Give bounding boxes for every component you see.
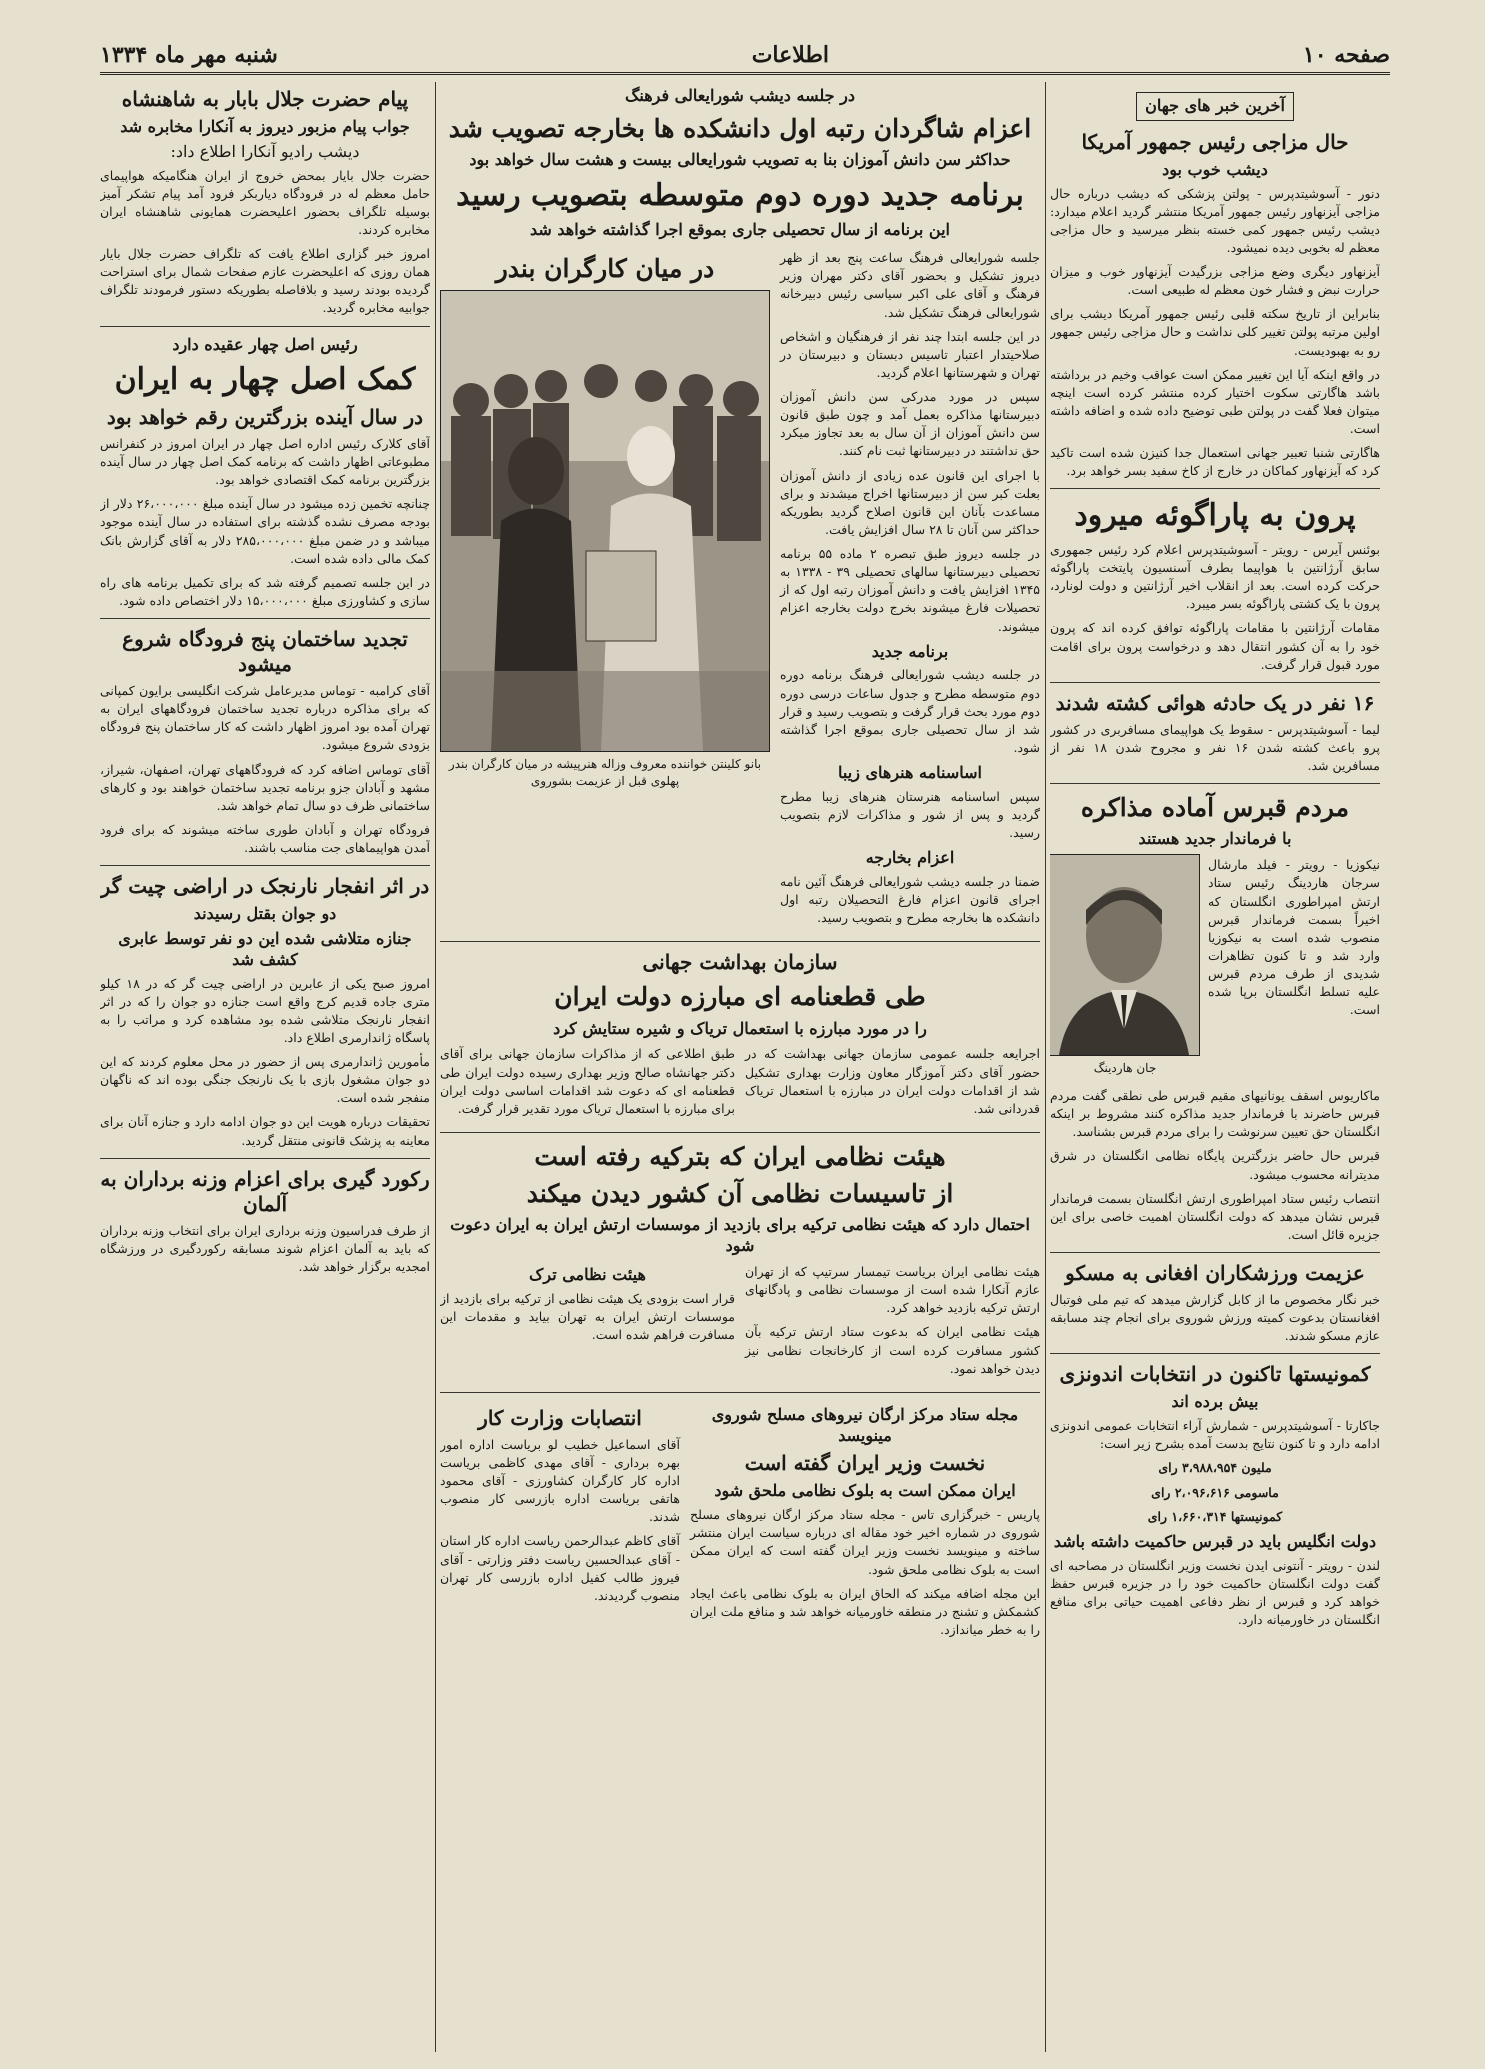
who-subhead: را در مورد مبارزه با استعمال تریاک و شیره ستایش کرد: [553, 1018, 927, 1038]
turkey-headline-1: هیئت نظامی ایران که بترکیه رفته است: [534, 1141, 946, 1171]
paper-name: اطلاعات: [751, 42, 830, 68]
point-four-paragraph: در این جلسه تصمیم گرفته شد که برای تکمیل برنامه های راه سازی و کشاورزی مبلغ ۱۵،۰۰۰،۰۰۰ دلار اختصاص داده شود.: [100, 574, 430, 608]
indonesia-headline: کمونیستها تاکنون در انتخابات اندونزی: [1059, 1362, 1371, 1387]
point-four-paragraph: چنانچه تخمین زده میشود در سال آینده مبلغ ۲۶،۰۰۰،۰۰۰ دلار از بودجه مصرف نشده گذشته برای استفاده در سال آینده موجود میباشد و در ضمن مبلغ ۲۸۵،۰۰۰،۰۰۰ دلار به آقای گزارش بانک کمک مالی داده شده است.: [100, 496, 430, 566]
masthead: [100, 38, 1390, 75]
who-paragraph: اجرایعه جلسه عمومی سازمان جهانی بهداشت که در حضور آقای دکتر آموزگار معاون وزارت بهداری تشکیل شد از اقدامات دولت ایران در مبارزه با استعمال تریاک قدردانی شد.: [745, 1046, 1040, 1116]
council-subhead: حداکثر سن دانش آموزان بنا به تصویب شورایعالی بیست و هشت سال خواهد بود: [469, 150, 1011, 170]
council-paragraph: با اجرای این قانون عده زیادی از دانش آموزان بعلت کبر سن از دبیرستانها اخراج میشدند و برای مساعدت بآنان این قانون اصلاح گردید بطوریکه حداکثر سن آنان تا ۲۸ سال افزایش یافت.: [780, 467, 1040, 537]
bayar-paragraph: حضرت جلال بایار بمحض خروج از ایران هنگامیکه هواپیمای حامل معظم له در فرودگاه دیاربکر فرود آمد پیام تشکر آمیز بوسیله تلگراف بحضور اعلیحضرت همایونی شاهنشاه ایران مخابره کردند.: [100, 167, 430, 237]
airport-paragraph: آقای توماس اضافه کرد که فرودگاههای تهران، اصفهان، شیراز، مشهد و آبادان جزو برنامه تجدید ساختمان خواهند بود و کارهای ساختمانی ظرف دو سال تمام خواهد شد.: [100, 761, 430, 813]
council-headline: اعزام شاگردان رتبه اول دانشکده ها بخارجه تصویب شد: [448, 113, 1032, 143]
council-paragraph: در این جلسه ابتدا چند نفر از فرهنگیان و اشخاص صلاحیتدار اعتبار تاسیس دبستان و دبیرستان در تهران و شهرستانها اعلام گردید.: [780, 328, 1040, 380]
program-subheading: برنامه جدید: [871, 641, 949, 661]
indonesia-subhead: بیش برده اند: [1171, 1392, 1259, 1412]
column-rule-left: [435, 82, 436, 2052]
council-paragraph: جلسه شورایعالی فرهنگ ساعت پنج بعد از ظهر دیروز تشکیل و بحضور آقای دکتر مهران وزیر فرهنگ و آقای علی اکبر سیاسی رئیس دبیرخانه شورایعالی فرهنگ تشکیل شد.: [780, 250, 1040, 320]
turkey-paragraph: هیئت نظامی ایران که بدعوت ستاد ارتش ترکیه بآن کشور مسافرت کرده است از کارخانجات نظامی نیز دیدن خواهد نمود.: [745, 1324, 1040, 1376]
art-subheading: اساسنامه هنرهای زیبا: [838, 763, 982, 783]
program-headline: برنامه جدید دوره دوم متوسطه بتصویب رسید: [456, 177, 1024, 213]
port-workers-photo-title: در میان کارگران بندر: [495, 254, 715, 284]
wrestlers-paragraph: خبر نگار مخصوص ما از کابل گزارش میدهد که تیم ملی فوتبال افغانستان بدعوت کمیته ورزش شوروی برای انجام چند مسابقه عازم مسکو شدند.: [1050, 1292, 1380, 1344]
grenade-subhead: دو جوان بقتل رسیدند: [193, 904, 337, 924]
eisenhower-headline: حال مزاجی رئیس جمهور آمریکا: [1081, 129, 1349, 154]
point-four-kicker: رئیس اصل چهار عقیده دارد: [172, 334, 358, 354]
council-kicker: در جلسه دیشب شورایعالی فرهنگ: [625, 86, 855, 105]
who-paragraph: طبق اطلاعی که از مذاکرات سازمان جهانی برای آقای دکتر جهانشاه صالح وزیر بهداری رسیده دولت ایران طی قطعنامه ای که دعوت شد اقدامات اساسی دولت ایران برای مبارزه با استعمال تریاک مورد تقدیر قرار گرفت.: [440, 1046, 735, 1116]
turkey-headline-2: از تاسیسات نظامی آن کشور دیدن میکند: [526, 1179, 954, 1209]
peron-paragraph: بوئنس آیرس - رویتر - آسوشیتدپرس اعلام کرد رئیس جمهوری سابق آرژانتین با هواپیما بطرف آسنسیون پایتخت پاراگوئه حرکت کرده است. بعد از انقلاب اخیر آرژانتین و دولت لونارد، پرون با یک کشتی پاراگوئه بسر میبرد.: [1050, 541, 1380, 612]
turkey-subhead: احتمال دارد که هیئت نظامی ترکیه برای بازدید از موسسات ارتش ایران به ایران دعوت شود: [450, 1215, 1030, 1256]
soviet-headline: نخست وزیر ایران گفته است: [744, 1451, 986, 1476]
point-four-headline: کمک اصل چهار به ایران: [114, 362, 416, 398]
soviet-paragraph: این مجله اضافه میکند که الحاق ایران به بلوک نظامی باعث ایجاد کشمکش و تشنج در منطقه خاورمیانه خواهد شد و منافع ملت ایران را به خطر میاندازد.: [690, 1585, 1040, 1637]
grenade-paragraph: تحقیقات درباره هویت این دو جوان ادامه دارد و جنازه آنان برای معاینه به پزشک قانونی منتقل گردید.: [100, 1114, 430, 1148]
crash-headline: ۱۶ نفر در یک حادثه هوائی کشته شدند: [1055, 690, 1375, 715]
council-paragraph: سپس در مورد مدرکی سن دانش آموزان دبیرستانها مذاکره بعمل آمد و چون طبق قانون سن دانش آموزان از آن سال به بعد تجاوز میکرد حق نداشتند در دبیرستانها ثبت نام کنند.: [780, 389, 1040, 459]
bayar-paragraph: امروز خبر گزاری اطلاع یافت که تلگراف حضرت جلال بایار همان روزی که اعلیحضرت عازم صفحات شمال برای استراحت گردیده بودند رسید و بلافاصله بطوریکه دستور فرمودند تلگراف جوابیه مخابره گردید.: [100, 246, 430, 316]
program-subhead: این برنامه از سال تحصیلی جاری بموقع اجرا گذاشته خواهد شد: [529, 220, 950, 240]
cyprus-sovereignty-headline: دولت انگلیس باید در قبرس حاکمیت داشته باشد: [1053, 1531, 1377, 1551]
soviet-subhead: ایران ممکن است به بلوک نظامی ملحق شود: [714, 1481, 1016, 1501]
labor-appointments-paragraph: آقای اسماعیل خطیب لو بریاست اداره امور بهره برداری - آقای مهدی کاظمی بریاست اداره کار کارگران کشاورزی - آقای محمود هاتفی بریاست اداره بازرسی کار منصوب شدند.: [440, 1436, 680, 1525]
issue-date: شنبه مهر ماه ۱۳۳۴: [100, 42, 278, 68]
middle-column: [440, 82, 1040, 2052]
grenade-paragraph: مأمورین ژاندارمری پس از حضور در محل معلوم کردند که این دو جوان مشغول بازی با یک نارنجک جنگی بوده اند که ناگهان منفجر شده است.: [100, 1054, 430, 1106]
crash-paragraph: لیما - آسوشیتدپرس - سقوط یک هواپیمای مسافربری در کشور پرو باعث کشته شدن ۱۶ نفر و مجروح شدن ۱۸ نفر از مسافرین شد.: [1050, 721, 1380, 774]
bayar-kicker: دیشب رادیو آنکارا اطلاع داد:: [170, 141, 360, 161]
who-kicker: سازمان بهداشت جهانی: [642, 950, 838, 975]
page-number: صفحه ۱۰: [1302, 42, 1390, 68]
column-rule-right: [1045, 82, 1046, 2052]
grenade-subhead-2: جنازه متلاشی شده این دو نفر توسط عابری کشف شد: [118, 928, 412, 969]
cyprus-paragraph: ماکاریوس اسقف یونانیهای مقیم قبرس طی نطقی گفت مردم قبرس حاضرند با فرماندار جدید مذاکره کنند مشروط بر اینکه انگلستان حق تعیین سرنوشت را برای مردم قبرس بشناسد.: [1050, 1088, 1380, 1140]
port-workers-photo-caption: بانو کلینتن خواننده معروف وزاله هنرپیشه در میان کارگران بندر پهلوی قبل از عزیمت بشوروی: [448, 757, 762, 789]
turkey-paragraph: قرار است بزودی یک هیئت نظامی از ترکیه برای بازدید از موسسات ارتش ایران به تهران بیاید و مقدمات این مسافرت فراهم شده است.: [440, 1290, 735, 1343]
right-column: [1050, 82, 1380, 2052]
cyprus-paragraph: قبرس حال حاضر بزرگترین پایگاه نظامی انگلستان در شرق مدیترانه محسوب میشود.: [1050, 1148, 1380, 1182]
grenade-headline: در اثر انفجار نارنجک در اراضی چیت گر: [100, 874, 430, 899]
labor-appointments-paragraph: آقای کاظم عبدالرحمن ریاست اداره کار استان - آقای عبدالحسین ریاست دفتر وزارتی - آقای فیروز طالب کفیل اداره بازرسی کار تهران منصوب گردیدند.: [440, 1533, 680, 1603]
grenade-paragraph: امروز صبح یکی از عابرین در اراضی چیت گر که در ۱۸ کیلو متری جاده قدیم کرج واقع است جنازه دو جوان را که در اثر انفجار نارنجک متلاشی شده بود مشاهده کرد و مراتب را به پاسگاه ژاندارمری اطلاع داد.: [100, 975, 430, 1045]
indonesia-result: ماسومی ۲،۰۹۶،۶۱۶ رای: [1151, 1484, 1279, 1500]
airport-paragraph: فرودگاه تهران و آبادان طوری ساخته میشوند که برای فرود آمدن هواپیماهای جت مناسب باشند.: [100, 821, 430, 856]
weightlifting-paragraph: از طرف فدراسیون وزنه برداری ایران برای انتخاب وزنه برداران که باید به آلمان اعزام شوند مسابقه رکوردگیری در ورزشگاه امجدیه برگزار خواهد شد.: [100, 1222, 430, 1274]
cyprus-paragraph: نیکوزیا - رویتر - فیلد مارشال سرجان هاردینگ رئیس ستاد ارتش امپراطوری انگلستان که اخیراً بسمت فرماندار قبرس منصوب شده است به نیکوزیا وارد شد و تا کنون تظاهرات شدیدی از طرف مردم قبرس علیه تسلط انگلستان برپا شده است.: [1208, 857, 1380, 1018]
world-news-box-title: آخرین خبر های جهان: [1136, 92, 1294, 121]
weightlifting-headline: رکورد گیری برای اعزام وزنه برداران به آلمان: [100, 1166, 430, 1216]
who-headline: طی قطعنامه ای مبارزه دولت ایران: [554, 982, 926, 1012]
program-paragraph: در جلسه دیشب شورایعالی فرهنگ برنامه دوره دوم متوسطه مطرح و جدول ساعات درسی دوره دوم مورد بحث قرار گرفت و بتصویب رسید و قرار شد از سال تحصیلی جاری بموقع اجرا گذاشته شود.: [780, 667, 1040, 755]
art-paragraph: سپس اساسنامه هنرستان هنرهای زیبا مطرح گردید و پس از شور و مذاکرات لازم بتصویب رسید.: [780, 788, 1040, 841]
eisenhower-paragraph: بنابراین از تاریخ سکته قلبی رئیس جمهور آمریکا دیشب برای اولین مرتبه پولتن تغییر کلی نداشت و حال مزاجی رئیس جمهور رو به بهبودیست.: [1050, 306, 1380, 358]
wrestlers-headline: عزیمت ورزشکاران افغانی به مسکو: [1065, 1261, 1365, 1286]
cyprus-sovereignty-paragraph: لندن - رویتر - آنتونی ایدن نخست وزیر انگلستان در مصاحبه ای گفت دولت انگلستان حاکمیت خود را در جزیره قبرس حفظ خواهد کرد و قبرس از نظر دفاعی اهمیت حیاتی برای منافع انگلستان در خاورمیانه دارد.: [1050, 1557, 1380, 1628]
left-column: [100, 82, 430, 2052]
abroad-subheading: اعزام بخارجه: [865, 848, 955, 868]
labor-appointments-headline: انتصابات وزارت کار: [478, 1405, 642, 1430]
port-workers-photo: [440, 290, 770, 752]
eisenhower-paragraph: دنور - آسوشیتدپرس - پولتن پزشکی که دیشب درباره حال مزاجی آیزنهاور رئیس جمهور آمریکا منتشر گردید اعلام میدارد: دیشب رئیس جمهور کمی خسته بنظر میرسید و حال مزاجی معظم له بخوبی دیده نمیشود.: [1050, 185, 1380, 255]
harding-portrait-photo: [1050, 854, 1200, 1056]
eisenhower-paragraph: هاگارتی شنبا تعبیر جهانی استعمال جدا کنیزن شده است تاکید کرد که آیزنهاور کماکان در خارج از کاخ سفید بسر خواهد برد.: [1050, 445, 1380, 479]
eisenhower-paragraph: آیزنهاور دیگری وضع مزاجی بزرگیدت آیزنهاور خوب و میزان حرارت نبض و فشار خون معظم له طبیعی است.: [1050, 264, 1380, 298]
turkey-paragraph: هیئت نظامی ایران بریاست تیمسار سرتیپ که از تهران عازم آنکارا شده است از موسسات نظامی و پادگانهای ارتش ترکیه بازدید خواهد کرد.: [745, 1264, 1040, 1316]
abroad-paragraph: ضمنا در جلسه دیشب شورایعالی فرهنگ آئین نامه اجرای قانون اعزام فارغ التحصیلان رتبه اول دانشکده ها بخارجه مطرح و بتصویب رسید.: [780, 874, 1040, 926]
harding-photo-caption: جان هاردینگ: [1093, 1061, 1157, 1076]
eisenhower-paragraph: در واقع اینکه آیا این تغییر ممکن است عواقب وخیم در برداشته باشد هاگارتی سکوت اختیار کرده منتشر کرده است اینچه میتوان فعلا گفت در پولتن طبی توضیح داده شده و اضافه داشته است.: [1050, 366, 1380, 437]
soviet-kicker: مجله ستاد مرکز ارگان نیروهای مسلح شوروی مینویسد: [711, 1404, 1019, 1445]
airport-headline: تجدید ساختمان پنج فرودگاه شروع میشود: [122, 627, 408, 677]
indonesia-result: کمونیستها ۱،۶۶۰،۳۱۴ رای: [1147, 1508, 1283, 1524]
airport-paragraph: آقای کرامبه - توماس مدیرعامل شرکت انگلیسی برایون کمپانی که برای مذاکره درباره تجدید ساختمان فرودگاههای ایران به تهران آمده بود امروز اظهار داشت که کار ساختمان پنج فرودگاه بزودی شروع میشود.: [100, 683, 430, 753]
soviet-paragraph: پاریس - خبرگزاری تاس - مجله ستاد مرکز ارگان نیروهای مسلح شوروی در شماره اخیر خود مقاله ای درباره سیاست ایران منتشر ساخته و مینویسد نخست وزیر ایران گفته است که ایران ممکن است به بلوک نظامی ملحق شود.: [690, 1507, 1040, 1577]
turkey-subheading: هیئت نظامی ترک: [529, 1265, 646, 1285]
indonesia-result: ملیون ۳،۹۸۸،۹۵۴ رای: [1158, 1460, 1272, 1476]
indonesia-paragraph: جاکارتا - آسوشیتدپرس - شمارش آراء انتخابات عمومی اندونزی ادامه دارد و تا کنون نتایج بدست آمده بشرح زیر است:: [1050, 1418, 1380, 1452]
bayar-subhead: جواب پیام مزبور دیروز به آنکارا مخابره شد: [120, 117, 410, 136]
council-paragraph: در جلسه دیروز طبق تبصره ۲ ماده ۵۵ برنامه تحصیلی دبیرستانها سالهای تحصیلی ۳۹ - ۱۳۳۸ به ۱۳۴۵ افزایش یافت و دانش آموزان رتبه اول که از تحصیلات فارغ میشوند بخرج دولت بخارجه اعزام میشوند.: [780, 546, 1040, 634]
eisenhower-subhead: دیشب خوب بود: [1162, 159, 1268, 179]
cyprus-paragraph: انتصاب رئیس ستاد امپراطوری ارتش انگلستان بسمت فرماندار قبرس نشان میدهد که دولت انگلستان اهمیت خاصی برای این جزیره قائل است.: [1050, 1190, 1380, 1242]
point-four-paragraph: آقای کلارک رئیس اداره اصل چهار در ایران امروز در کنفرانس مطبوعاتی اظهار داشت که برنامه کمک اصل چهار در سال آینده بزرگترین برنامه کمک اقتصادی خواهد بود.: [100, 435, 430, 488]
peron-headline: پرون به پاراگوئه میرود: [1074, 498, 1356, 534]
cyprus-subhead: با فرماندار جدید هستند: [1138, 829, 1292, 849]
bayar-headline: پیام حضرت جلال بابار به شاهنشاه: [121, 87, 409, 111]
peron-paragraph: مقامات آرژانتین با مقامات پاراگوئه توافق کرده اند که پرون خود را به آن کشور انتقال دهد و درخواست پرون برای اقامت مورد قبول قرار گرفت.: [1050, 620, 1380, 672]
cyprus-headline: مردم قبرس آماده مذاکره: [1080, 793, 1350, 823]
point-four-subhead: در سال آینده بزرگترین رقم خواهد بود: [106, 404, 424, 429]
